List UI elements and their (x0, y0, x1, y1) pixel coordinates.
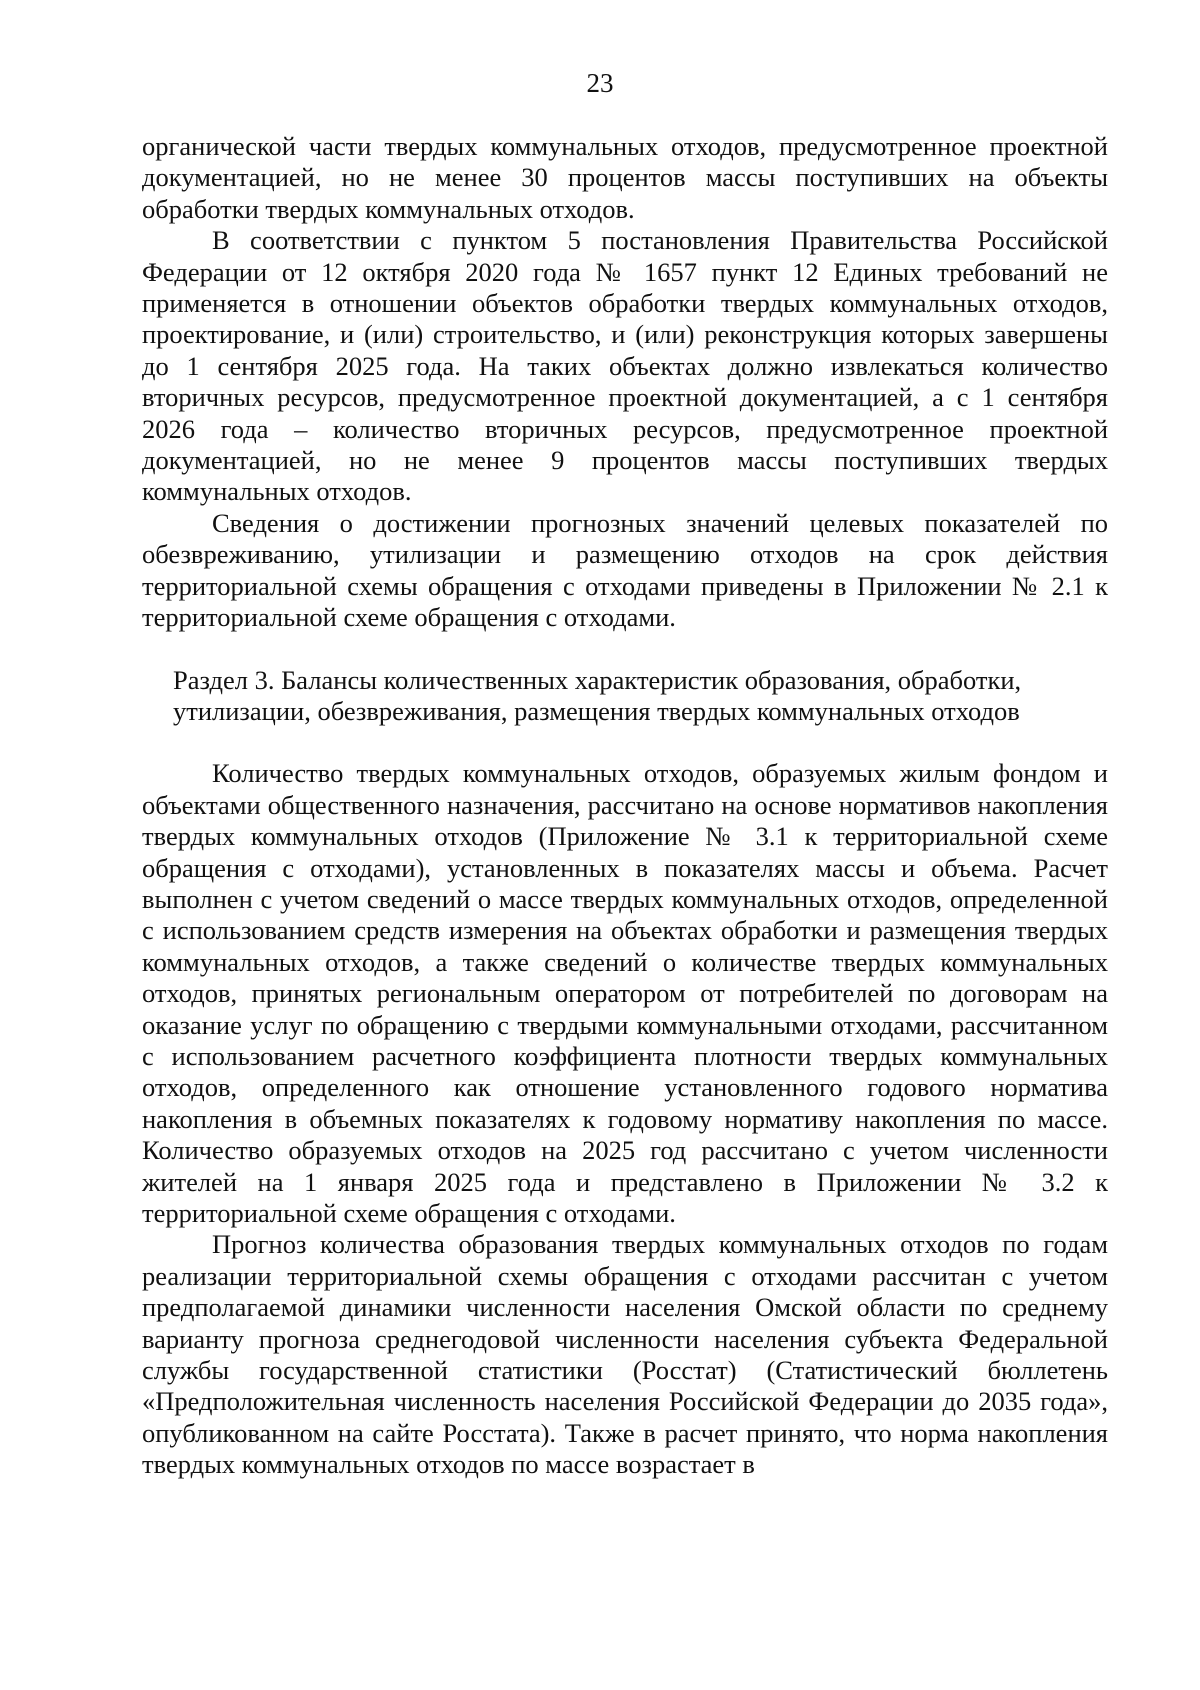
section-heading (173, 665, 1108, 728)
paragraph-forecast: Прогноз количества образования твердых коммунальных отходов по годам реализации территориальной схемы обращения с отходами рассчитан с учетом предполагаемой динамики численности населения Омской области по среднему варианту прогноза среднегодовой численности населения субъекта Федеральной службы государственной статистики (Росстат) (Статистический бюллетень «Предположительная численность населения Российской Федерации до 2035 года», опубликованном на сайте Росстата). Также в расчет принято, что норма накопления твердых коммунальных отходов по массе возрастает в (142, 1229, 1108, 1480)
paragraph-continuation: органической части твердых коммунальных отходов, предусмотренное проектной документацией, но не менее 30 процентов массы поступивших на объекты обработки твердых коммунальных отходов. (142, 131, 1108, 224)
section-heading-line-2: утилизации, обезвреживания, размещения твердых коммунальных отходов (173, 695, 1020, 726)
section-heading-line-1: Раздел 3. Балансы количественных характеристик образования, обработки, (173, 664, 1022, 695)
paragraph-regulation: В соответствии с пунктом 5 постановления Правительства Российской Федерации от 12 октября 2020 года № 1657 пункт 12 Единых требований не применяется в отношении объектов обработки твердых коммунальных отходов, проектирование, и (или) строительство, и (или) реконструкция которых завершены до 1 сентября 2025 года. На таких объектах должно извлекаться количество вторичных ресурсов, предусмотренное проектной документацией, а с 1 сентября 2026 года – количество вторичных ресурсов, предусмотренное проектной документацией, но не менее 9 процентов массы поступивших твердых коммунальных отходов. (142, 225, 1108, 507)
page-number: 23 (586, 68, 614, 98)
paragraph-waste-quantity: Количество твердых коммунальных отходов, образуемых жилым фондом и объектами общественного назначения, рассчитано на основе нормативов накопления твердых коммунальных отходов (Приложение № 3.1 к территориальной схеме обращения с отходами), установленных в показателях массы и объема. Расчет выполнен с учетом сведений о массе твердых коммунальных отходов, определенной с использованием средств измерения на объектах обработки и размещения твердых коммунальных отходов, а также сведений о количестве твердых коммунальных отходов, принятых региональным оператором от потребителей по договорам на оказание услуг по обращению с твердыми коммунальными отходами, рассчитанном с использованием расчетного коэффициента плотности твердых коммунальных отходов, определенного как отношение установленного годового норматива накопления в объемных показателях к годовому нормативу накопления по массе. Количество образуемых отходов на 2025 год рассчитано с учетом численности жителей на 1 января 2025 года и представлено в Приложении № 3.2 к территориальной схеме обращения с отходами. (142, 758, 1108, 1228)
document-body (142, 131, 1108, 1481)
paragraph-targets: Сведения о достижении прогнозных значений целевых показателей по обезвреживанию, утилизации и размещению отходов на срок действия территориальной схемы обращения с отходами приведены в Приложении № 2.1 к территориальной схеме обращения с отходами. (142, 507, 1108, 633)
